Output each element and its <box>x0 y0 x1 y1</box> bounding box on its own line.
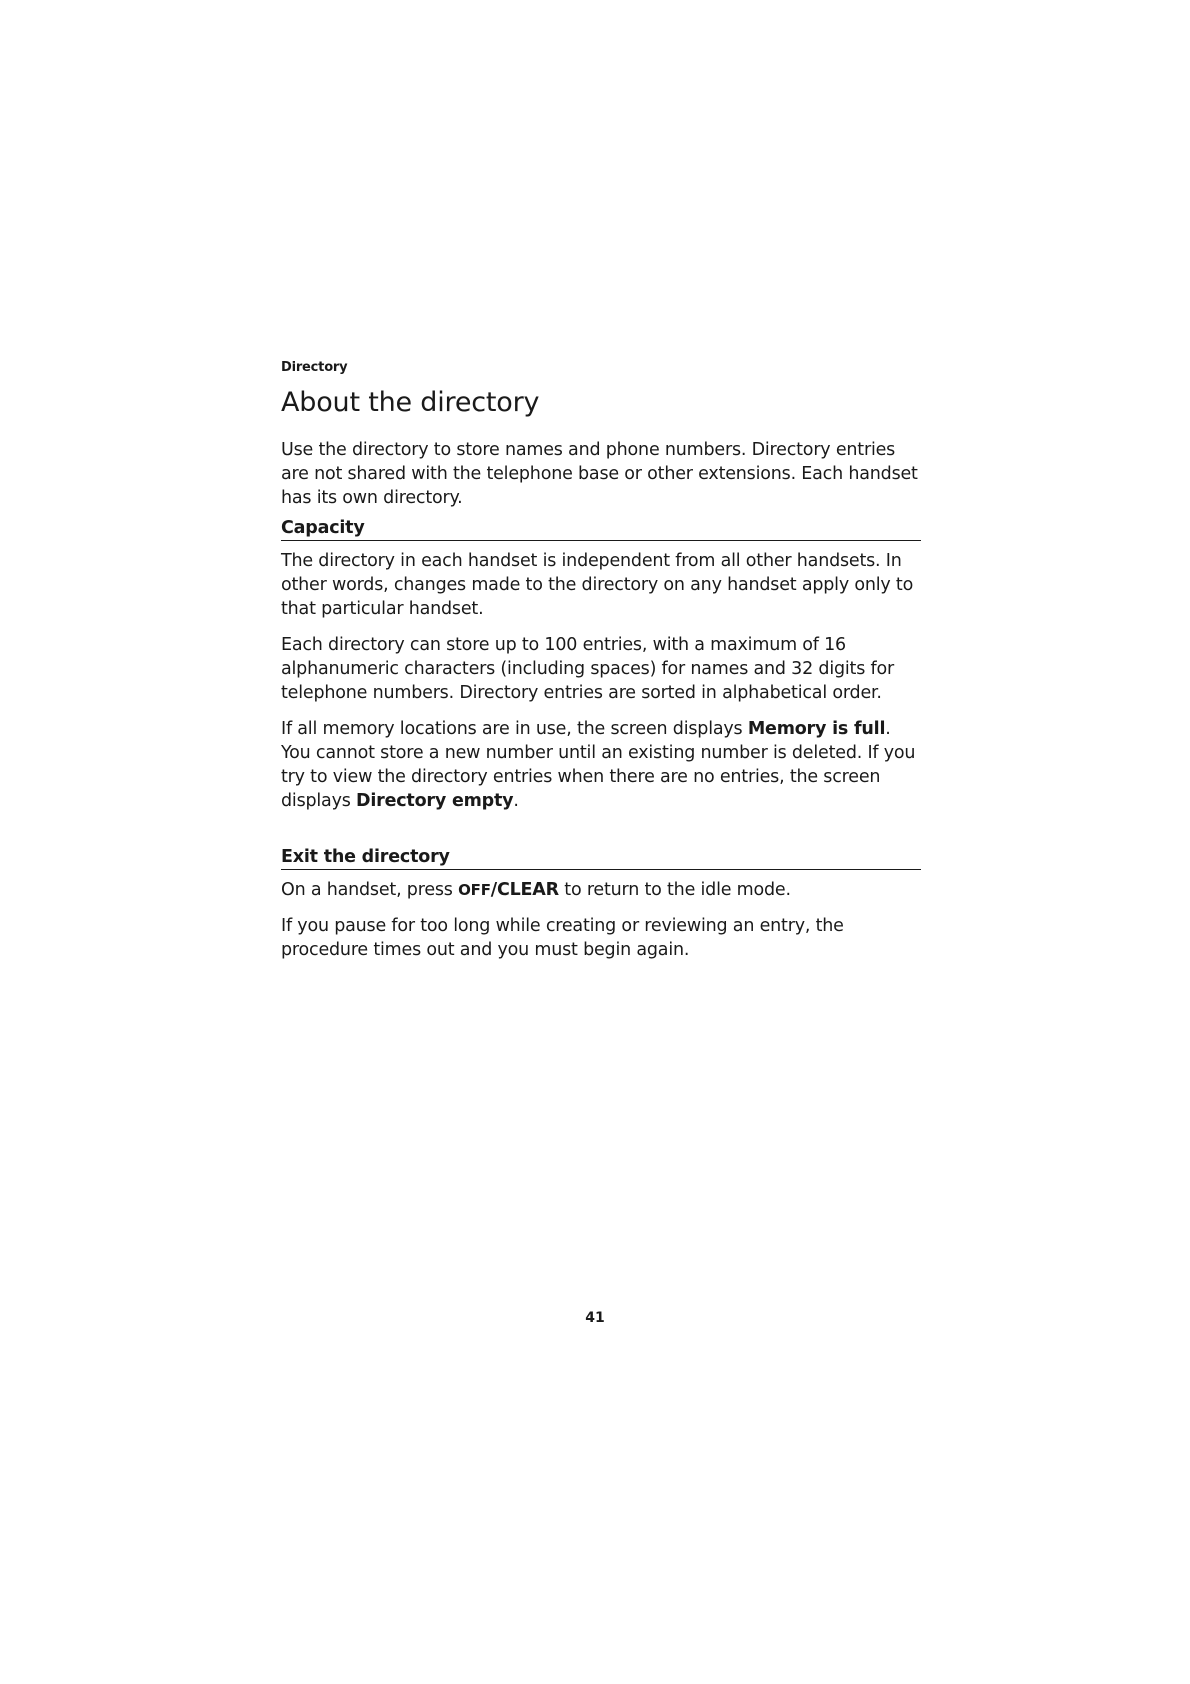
capacity-heading: Capacity <box>281 518 921 541</box>
capacity-paragraph-1: The directory in each handset is independent from all other handsets. In other words, changes made to the directory on any handset apply only to that particular handset. <box>281 551 914 619</box>
capacity-paragraph-3 <box>281 717 921 813</box>
exit-p1-text-2: to return to the idle mode. <box>558 880 791 900</box>
directory-empty-message: Directory empty <box>356 791 514 811</box>
exit-heading: Exit the directory <box>281 847 921 870</box>
exit-paragraph-2: If you pause for too long while creating or reviewing an entry, the procedure times out and you must begin again. <box>281 916 844 960</box>
capacity-p3-text-2: . You cannot store a new number until an existing number is deleted. If you try to view the directory entries when there are no entries, the screen displays <box>281 719 916 811</box>
memory-full-message: Memory is full <box>747 719 886 739</box>
page-content <box>281 360 921 974</box>
capacity-paragraph-2: Each directory can store up to 100 entries, with a maximum of 16 alphanumeric characters (including spaces) for names and 32 digits for telephone numbers. Directory entries are sorted in alphabetical order. <box>281 635 894 703</box>
capacity-p3-text-3: . <box>513 791 519 811</box>
page-title: About the directory <box>281 387 540 418</box>
exit-p1-text-1: On a handset, press <box>281 880 459 900</box>
page-number: 41 <box>585 1310 605 1326</box>
section-label: Directory <box>281 360 348 375</box>
off-key-label: OFF <box>458 881 491 899</box>
capacity-p3-text-1: If all memory locations are in use, the screen displays <box>281 719 748 739</box>
intro-paragraph: Use the directory to store names and phone numbers. Directory entries are not shared with the telephone base or other extensions. Each handset has its own directory. <box>281 440 918 508</box>
clear-key-label: /CLEAR <box>490 880 559 900</box>
exit-paragraph-1 <box>281 878 921 902</box>
